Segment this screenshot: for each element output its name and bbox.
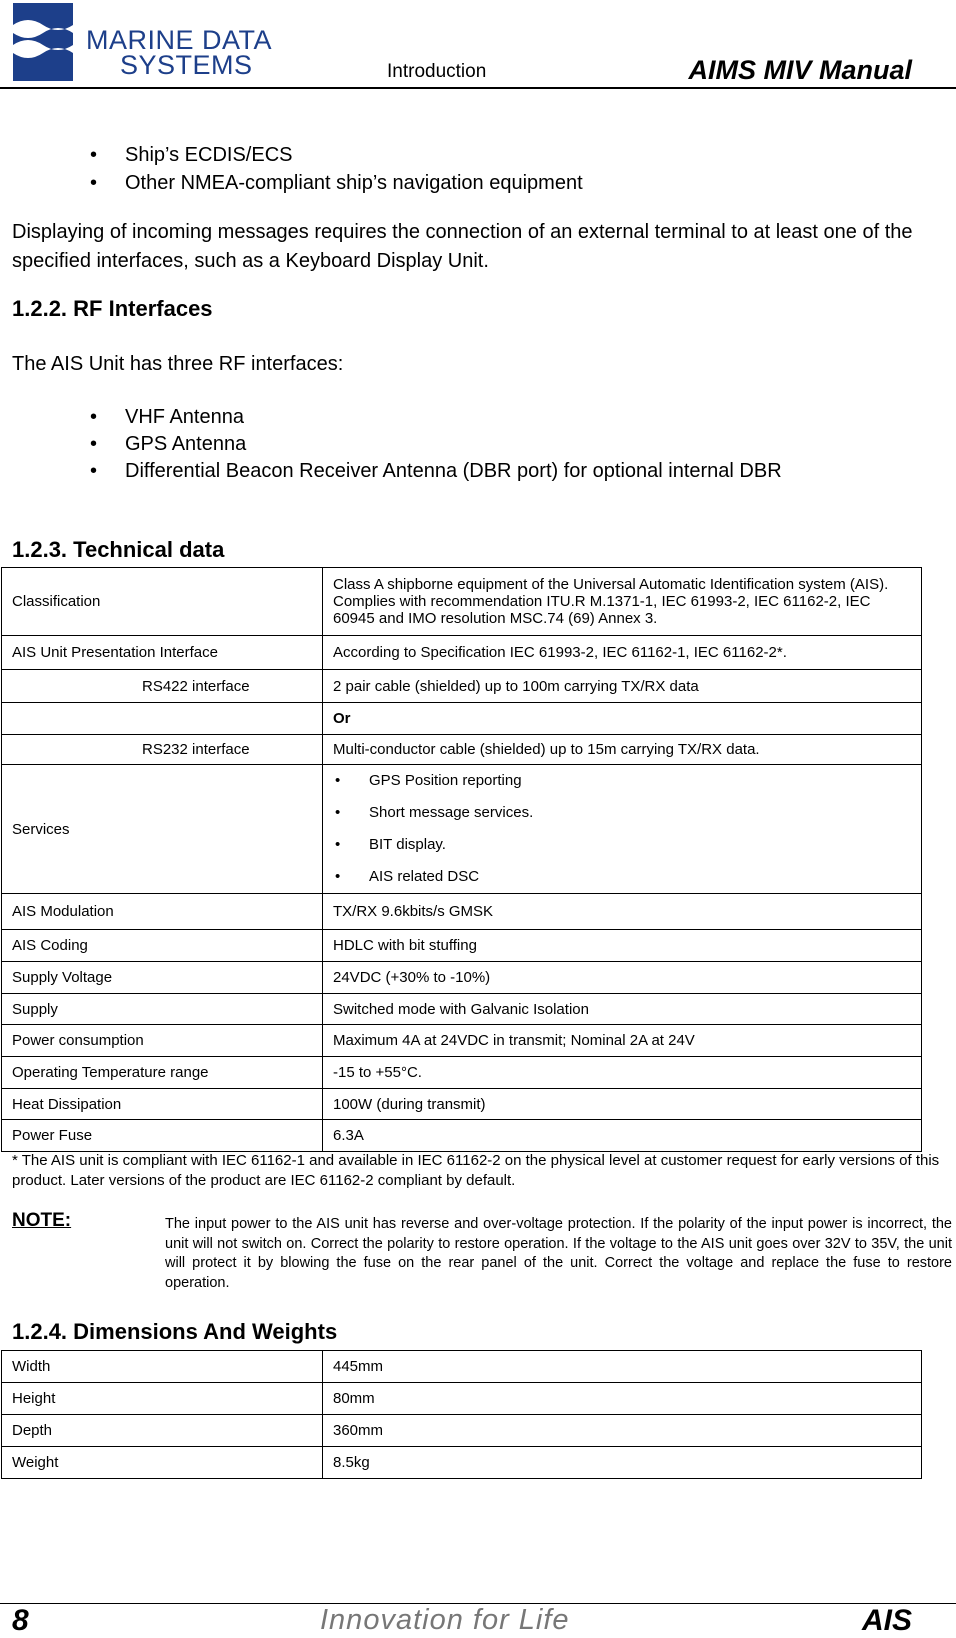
tech-heading: 1.2.3. Technical data xyxy=(12,537,225,562)
list-item: • Differential Beacon Receiver Antenna (DBR port) for optional internal DBR xyxy=(92,460,782,483)
company-logo-mark xyxy=(13,3,73,81)
table-row: Heat Dissipation 100W (during transmit) xyxy=(2,1089,922,1120)
rf-heading: 1.2.2. RF Interfaces xyxy=(12,296,213,321)
list-item: • VHF Antenna xyxy=(92,406,244,429)
note-label: NOTE: xyxy=(12,1210,72,1231)
dims-heading: 1.2.4. Dimensions And Weights xyxy=(12,1319,338,1344)
table-row: Supply Voltage 24VDC (+30% to -10%) xyxy=(2,962,922,994)
table-row: Width 445mm xyxy=(2,1351,922,1383)
table-row: AIS Unit Presentation Interface According to Specification IEC 61993-2, IEC 61162-1, IEC 61162-2*. xyxy=(2,636,922,670)
table-row: Operating Temperature range -15 to +55°C. xyxy=(2,1057,922,1089)
rf-intro: The AIS Unit has three RF interfaces: xyxy=(12,353,344,375)
table-row: AIS Coding HDLC with bit stuffing xyxy=(2,930,922,962)
page-number: 8 xyxy=(12,1604,29,1637)
technical-data-table xyxy=(1,567,922,1152)
table-row: Power consumption Maximum 4A at 24VDC in transmit; Nominal 2A at 24V xyxy=(2,1025,922,1057)
footer-tagline: Innovation for Life xyxy=(320,1604,570,1636)
table-row: RS422 interface 2 pair cable (shielded) up to 100m carrying TX/RX data xyxy=(2,670,922,703)
list-item: • Ship’s ECDIS/ECS xyxy=(92,144,292,167)
table-row: Classification Class A shipborne equipment of the Universal Automatic Identification system (AIS). Complies with recommendation ITU.R M.1371-1, IEC 61993-2, IEC 61162-2, IEC 60945 and IMO resolution MSC.74 (69) Annex 3. xyxy=(2,568,922,636)
dimensions-table xyxy=(1,1350,922,1479)
services-list: • GPS Position reporting • Short message services. • BIT display. • AIS related DSC xyxy=(323,765,922,894)
company-logo-text: MARINE DATA SYSTEMS xyxy=(86,25,273,80)
table-row: RS232 interface Multi-conductor cable (shielded) up to 15m carrying TX/RX data. xyxy=(2,735,922,765)
header-section: Introduction xyxy=(387,61,487,82)
table-row: Height 80mm xyxy=(2,1383,922,1415)
table-row: Power Fuse 6.3A xyxy=(2,1120,922,1152)
note-text: The input power to the AIS unit has reverse and over-voltage protection. If the polarity of the input power is incorrect, the unit will not switch on. Correct the polarity to restore operation. If the voltage to the AIS unit goes over 32V to 35V, the unit will protect it by blowing the fuse on the rear panel of the unit. Correct the voltage and replace the fuse to restore operation. xyxy=(165,1216,952,1291)
manual-title: AIMS MIV Manual xyxy=(688,55,912,85)
table-row: Depth 360mm xyxy=(2,1415,922,1447)
table-footnote: * The AIS unit is compliant with IEC 61162-1 and available in IEC 61162-2 on the physical level at customer request for early versions of this product. Later versions of the product are IEC 61162-2 compliant by default. xyxy=(12,1152,940,1189)
list-item: • Other NMEA-compliant ship’s navigation equipment xyxy=(92,172,583,195)
intro-paragraph: Displaying of incoming messages requires the connection of an external terminal to at least one of the specified interfaces, such as a Keyboard Display Unit. xyxy=(12,221,913,272)
list-item: • GPS Antenna xyxy=(92,433,246,456)
table-row: AIS Modulation TX/RX 9.6kbits/s GMSK xyxy=(2,894,922,930)
table-row: Weight 8.5kg xyxy=(2,1447,922,1479)
table-row: Services • GPS Position reporting • Short message services. • BIT display. • AIS related DSC xyxy=(2,765,922,894)
footer-section: AIS xyxy=(861,1604,912,1637)
table-row: Or xyxy=(2,703,922,735)
table-row: Supply Switched mode with Galvanic Isolation xyxy=(2,994,922,1025)
header-rule xyxy=(0,87,956,89)
